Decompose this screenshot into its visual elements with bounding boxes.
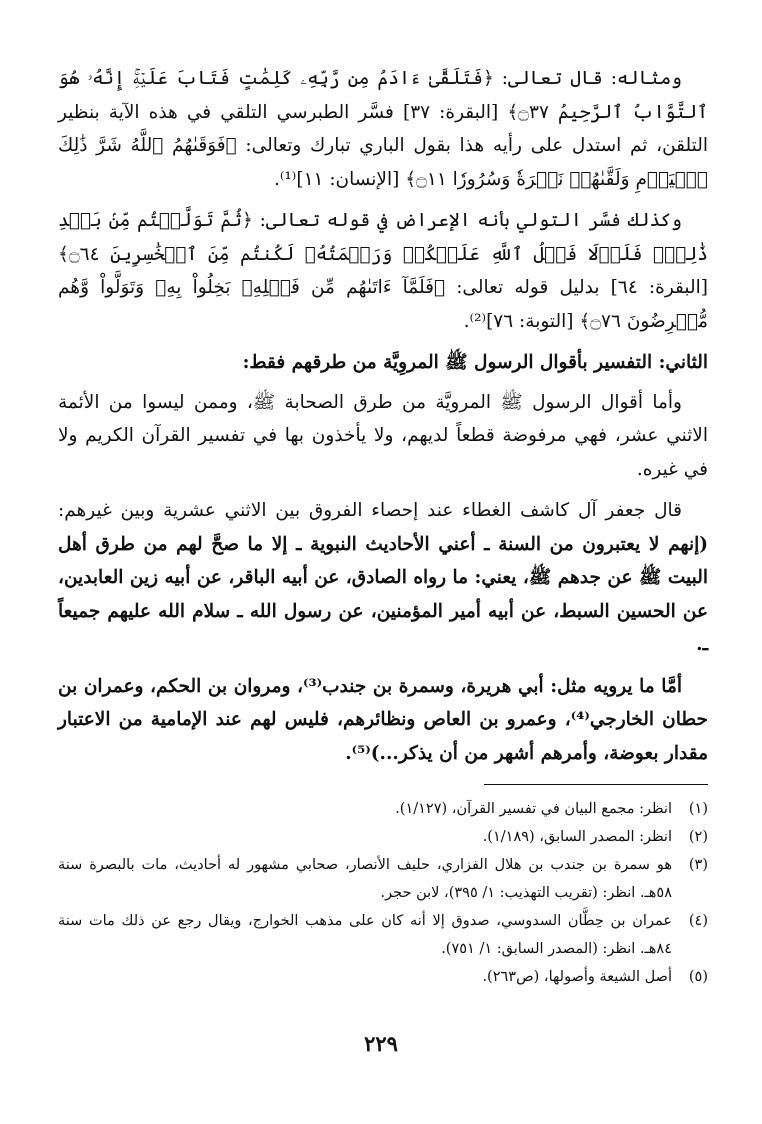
paragraph-kashif-al-ghita <box>58 494 708 662</box>
book-page <box>58 62 708 1072</box>
page-number: ٢٢٩ <box>364 1031 398 1056</box>
footnote-number: (٣) <box>688 857 708 873</box>
footnote-item <box>58 795 708 823</box>
footnote-item <box>58 823 708 851</box>
footnote-number: (٤) <box>688 913 708 929</box>
paragraph-kashif-intro: قال جعفر آل كاشف الغطاء عند إحصاء الفروق بين الاثني عشرية وبين غيرهم: <box>58 500 682 521</box>
footnote-text: انظر: المصدر السابق، (١/١٨٩). <box>482 829 672 845</box>
footnote-number: (٢) <box>688 829 708 845</box>
footnote-text: هو سمرة بن جندب بن هلال الفزاري، حليف الأنصار، صحابي مشهور له أحاديث، مات بالبصرة سنة ٥٨هـ. انظر: (تقريب التهذيب: ١/ ٣٩٥)، لابن حجر. <box>58 857 672 901</box>
paragraph-kashif-quote: (إنهم لا يعتبرون من السنة ـ أعني الأحاديث النبوية ـ إلا ما صحَّ لهم من طرق أهل البيت ﷺ عن جدهم ﷺ، يعني: ما رواه الصادق، عن أبيه الباقر، عن أبيه زين العابدين، عن الحسين السبط، عن أبيه أمير المؤمنين، عن رسول الله ـ سلام الله عليهم جميعاً ـ. <box>58 533 708 655</box>
footnote-text: أصل الشيعة وأصولها، (ص٢٦٣). <box>482 969 672 985</box>
footnotes <box>58 795 708 991</box>
paragraph-prophet-sayings: وأما أقوال الرسول ﷺ المرويَّة من طرق الصحابة ﷺ، وممن ليسوا من الأئمة الاثني عشر، فهي مرفوضة قطعاً لديهم، ولا يأخذون بها في تفسير القرآن الكريم ولا في غيره. <box>58 391 708 480</box>
footnote-divider <box>484 784 708 785</box>
footnote-item <box>58 851 708 907</box>
footnote-number: (٥) <box>688 969 708 985</box>
section-heading: الثاني: التفسير بأقوال الرسول ﷺ المروِيَّة من طرقهم فقط: <box>242 352 708 373</box>
footnote-item <box>58 963 708 991</box>
paragraph-narrators: أمَّا ما يرويه مثل: أبي هريرة، وسمرة بن جندب⁽³⁾، ومروان بن الحكم، وعمران بن حطان الخارجي⁽⁴⁾، وعمرو بن العاص ونظائرهم، فليس لهم عند الإمامية من الاعتبار مقدار بعوضة، وأمرهم أشهر من أن يذكر...)⁽⁵⁾. <box>58 675 708 764</box>
footnote-number: (١) <box>688 801 708 817</box>
footnote-text: عمران بن حِطَّان السدوسي، صدوق إلا أنه كان على مذهب الخوارج، ويقال رجع عن ذلك مات سنة ٨٤هـ. انظر: (المصدر السابق: ١/ ٧٥١). <box>58 913 672 957</box>
footnote-item <box>58 907 708 963</box>
footnote-text: انظر: مجمع البيان في تفسير القرآن، (١/١٢٧). <box>395 801 672 817</box>
paragraph-tawalli: وكذلك فسَّر التولي بأنه الإعراض في قوله تعالى: ﴿ثُمَّ تَوَلَّيۡتُم مِّنۢ بَعۡدِ ذَٰلِكَۖ فَلَوۡلَا فَضۡلُ ٱللَّهِ عَلَيۡكُمۡ وَرَحۡمَتُهُۥ لَكُنتُم مِّنَ ٱلۡخَٰسِرِينَ ۝٦٤﴾ [البقرة: ٦٤] بدليل قوله تعالى: ﴿فَلَمَّآ ءَاتَىٰهُم مِّن فَضۡلِهِۦ بَخِلُواْ بِهِۦ وَتَوَلَّواْ وَّهُم مُّعۡرِضُونَ ۝٧٦﴾ [التوبة: ٧٦]⁽²⁾. <box>58 210 708 332</box>
paragraph-example: ومثاله: قال تعالى: ﴿فَتَلَقَّىٰ ءَادَمُ مِن رَّبِّهِۦ كَلِمَٰتٍ فَتَابَ عَلَيۡهِۚ إِنَّهُۥ هُوَ ٱلتَّوَّابُ ٱلرَّحِيمُ ۝٣٧﴾ [البقرة: ٣٧] فسَّر الطبرسي التلقي في هذه الآية بنظير التلقن، ثم استدل على رأيه هذا بقول الباري تبارك وتعالى: ﴿فَوَقَىٰهُمُ ٱللَّهُ شَرَّ ذَٰلِكَ ٱلۡيَوۡمِ وَلَقَّىٰهُمۡ نَضۡرَةٗ وَسُرُورٗا ۝١١﴾ [الإنسان: ١١]⁽¹⁾. <box>58 68 708 190</box>
